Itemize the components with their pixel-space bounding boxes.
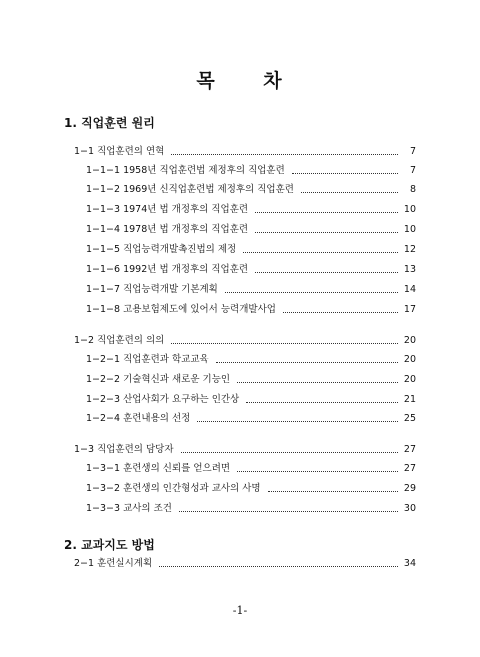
dot-leader [171, 154, 398, 155]
toc-entry[interactable] [86, 409, 416, 425]
toc-entry-page: 25 [403, 413, 416, 424]
toc-entry-page: 8 [409, 184, 416, 195]
toc-entry-label: 2−1 훈련실시계획 [74, 558, 153, 569]
dot-leader [283, 312, 398, 313]
dot-leader [301, 192, 398, 193]
toc-entry[interactable] [74, 331, 416, 347]
toc-entry-page: 13 [403, 264, 416, 275]
toc-entry[interactable] [86, 260, 416, 276]
toc-entry-label: 1−3−3 교사의 조건 [86, 503, 172, 514]
dot-leader [237, 471, 398, 472]
toc-entry-page: 14 [403, 284, 416, 295]
toc-entry-label: 1−1−5 직업능력개발촉진법의 제정 [86, 244, 237, 255]
toc-entry-label: 1−1−3 1974년 법 개정후의 직업훈련 [86, 204, 249, 215]
toc-entry-label: 1−2−2 기술혁신과 새로운 기능인 [86, 374, 231, 385]
toc-entry[interactable] [86, 180, 416, 196]
toc-entry-page: 29 [403, 483, 416, 494]
section-heading: 2. 교과지도 방법 [64, 538, 155, 552]
toc-entry[interactable] [74, 554, 416, 570]
toc-entry-label: 1−2−1 직업훈련과 학교교육 [86, 354, 209, 365]
toc-entry-page: 20 [403, 374, 416, 385]
toc-entry-label: 1−2−4 훈련내용의 선정 [86, 413, 191, 424]
dot-leader [171, 343, 398, 344]
toc-entry-label: 1−1 직업훈련의 연혁 [74, 146, 165, 157]
toc-entry-page: 20 [403, 335, 416, 346]
toc-entry-page: 21 [403, 394, 416, 405]
toc-entry-label: 1−2 직업훈련의 의의 [74, 335, 165, 346]
toc-entry[interactable] [86, 479, 416, 495]
dot-leader [225, 292, 398, 293]
dot-leader [292, 173, 398, 174]
toc-entry[interactable] [86, 280, 416, 296]
dot-leader [197, 421, 398, 422]
toc-entry[interactable] [86, 161, 416, 177]
toc-entry[interactable] [86, 220, 416, 236]
toc-entry-label: 1−1−6 1992년 법 개정후의 직업훈련 [86, 264, 249, 275]
page-title: 목 차 [196, 70, 284, 92]
toc-entry[interactable] [86, 240, 416, 256]
toc-entry-label: 1−3−2 훈련생의 인간형성과 교사의 사명 [86, 483, 261, 494]
dot-leader [255, 272, 398, 273]
toc-entry[interactable] [86, 370, 416, 386]
dot-leader [179, 511, 398, 512]
toc-entry[interactable] [86, 300, 416, 316]
toc-entry-label: 1−1−4 1978년 법 개정후의 직업훈련 [86, 224, 249, 235]
toc-entry-label: 1−1−8 고용보험제도에 있어서 능력개발사업 [86, 304, 276, 315]
toc-entry-page: 17 [403, 304, 416, 315]
toc-entry-page: 20 [403, 354, 416, 365]
toc-entry-page: 10 [403, 204, 416, 215]
toc-entry-label: 1−1−2 1969년 신직업훈련법 제정후의 직업훈련 [86, 184, 294, 195]
toc-entry-label: 1−3−1 훈련생의 신뢰를 얻으려면 [86, 463, 231, 474]
toc-entry[interactable] [74, 142, 416, 158]
dot-leader [255, 212, 398, 213]
section-heading: 1. 직업훈련 원리 [64, 116, 155, 130]
toc-entry[interactable] [86, 350, 416, 366]
toc-entry-page: 30 [403, 503, 416, 514]
toc-entry-label: 1−1−1 1958년 직업훈련법 제정후의 직업훈련 [86, 165, 285, 176]
toc-entry-label: 1−1−7 직업능력개발 기본계획 [86, 284, 218, 295]
dot-leader [159, 566, 398, 567]
toc-entry-page: 34 [403, 558, 416, 569]
toc-entry-label: 1−3 직업훈련의 담당자 [74, 444, 174, 455]
toc-entry[interactable] [86, 499, 416, 515]
toc-entry-page: 27 [403, 444, 416, 455]
toc-entry[interactable] [86, 390, 416, 406]
dot-leader [255, 232, 398, 233]
dot-leader [237, 382, 398, 383]
toc-entry-page: 27 [403, 463, 416, 474]
toc-entry-label: 1−2−3 산업사회가 요구하는 인간상 [86, 394, 240, 405]
toc-entry[interactable] [86, 200, 416, 216]
toc-entry-page: 7 [409, 165, 416, 176]
dot-leader [243, 252, 398, 253]
page-number: -1- [232, 604, 248, 617]
dot-leader [181, 452, 398, 453]
toc-entry-page: 10 [403, 224, 416, 235]
toc-entry-page: 12 [403, 244, 416, 255]
toc-entry-page: 7 [409, 146, 416, 157]
dot-leader [268, 491, 398, 492]
dot-leader [246, 402, 398, 403]
toc-entry[interactable] [86, 459, 416, 475]
toc-entry[interactable] [74, 440, 416, 456]
dot-leader [216, 362, 398, 363]
